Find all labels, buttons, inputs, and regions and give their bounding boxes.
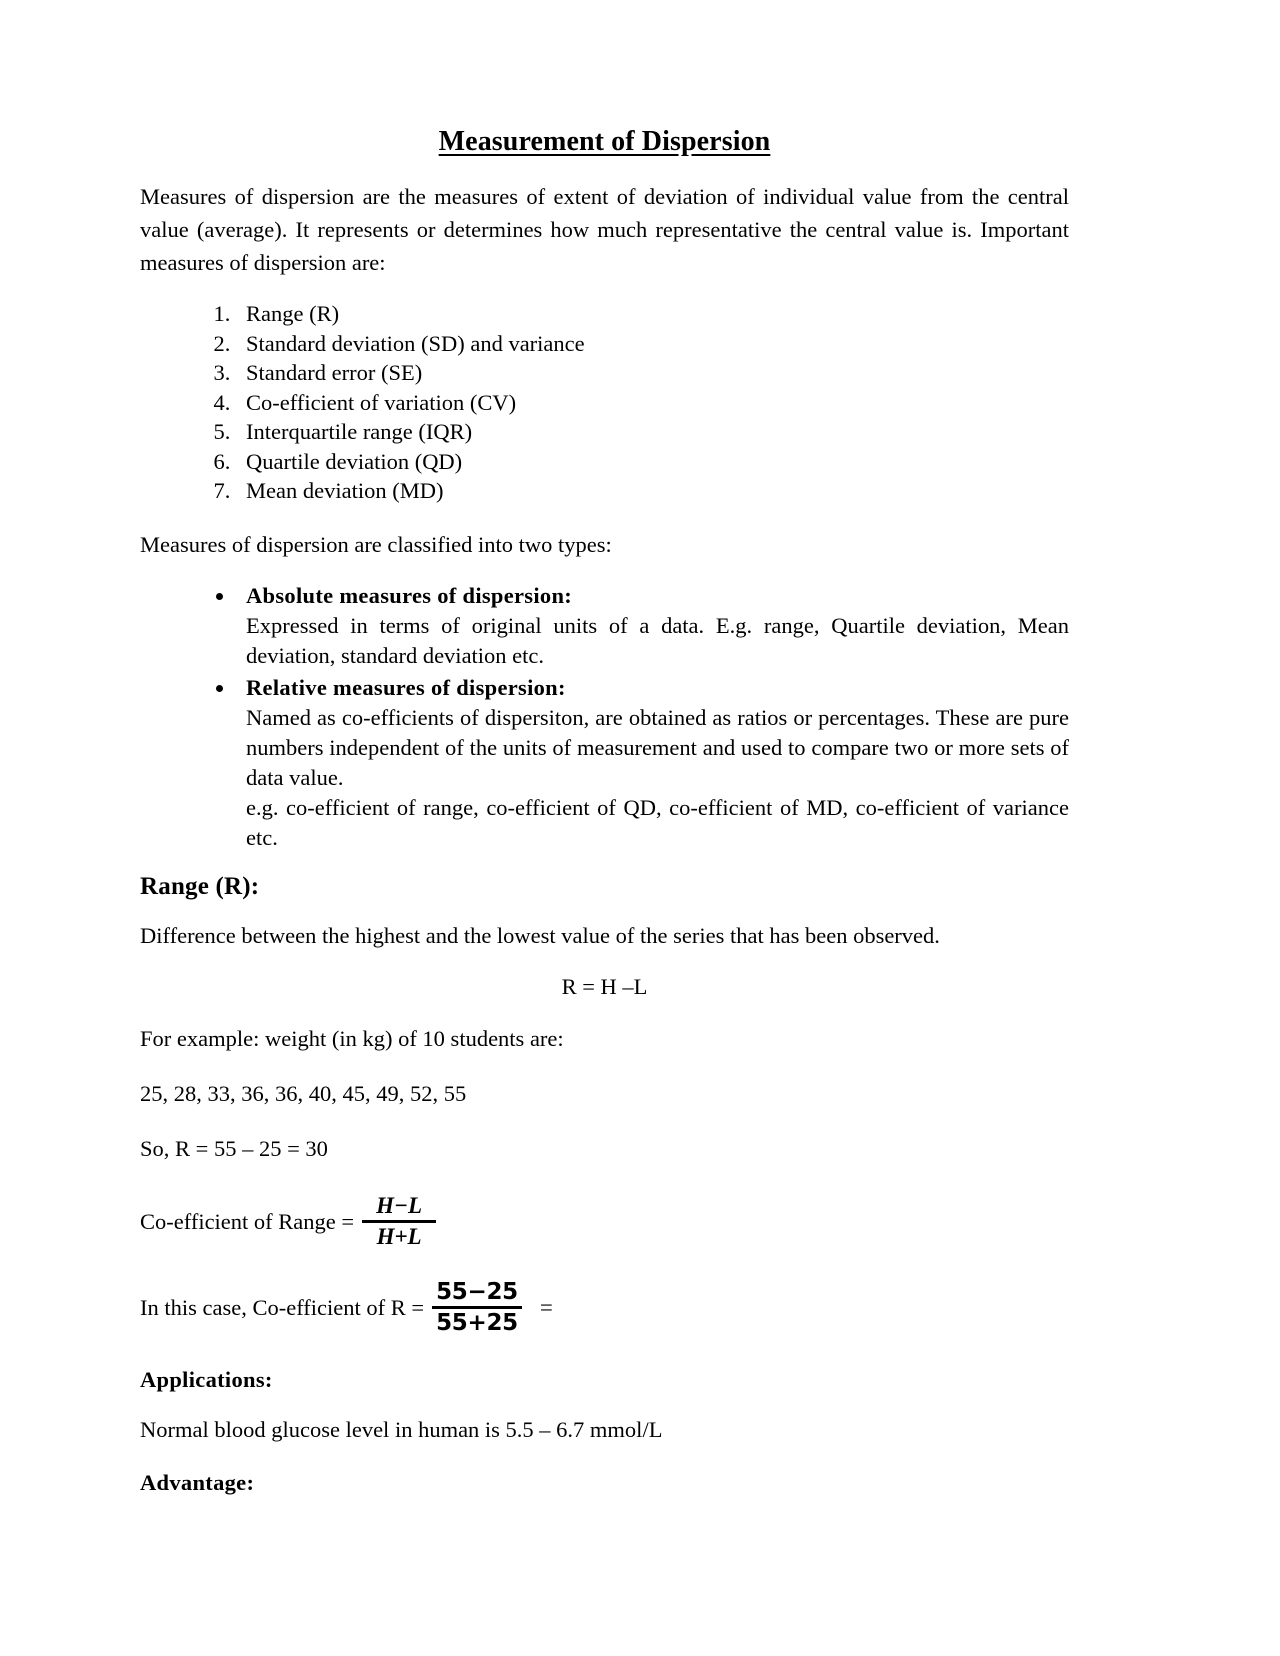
list-item: 1. Range (R) [236, 299, 1069, 329]
coefficient-of-r-calculation [140, 1273, 1069, 1343]
advantage-heading: Advantage: [140, 1469, 255, 1495]
coefficient-of-range-fraction [362, 1194, 436, 1249]
classification-lead: Measures of dispersion are classified into two types: [140, 531, 612, 557]
measures-numbered-list [140, 299, 1069, 506]
list-item: 4. Co-efficient of variation (CV) [236, 388, 1069, 418]
range-definition: Difference between the highest and the lowest value of the series that has been observed. [140, 922, 940, 948]
applications-heading: Applications: [140, 1366, 273, 1392]
applications-text: Normal blood glucose level in human is 5.5 – 6.7 mmol/L [140, 1416, 663, 1442]
coefficient-of-r-label: In this case, Co-efficient of R = [140, 1294, 425, 1320]
intro-paragraph: Measures of dispersion are the measures of extent of deviation of individual value from the central value (average). It represents or determines how much representative the central value is. Important measures of dispersion are: [140, 184, 1069, 275]
bullet-body-example: e.g. co-efficient of range, co-efficient of QD, co-efficient of MD, co-efficient of variance etc. [246, 794, 1069, 850]
fraction-denominator: 55+25 [436, 1310, 518, 1336]
trailing-equals-sign: = [539, 1294, 553, 1320]
list-item-absolute-measures [236, 581, 1069, 671]
list-item: 5. Interquartile range (IQR) [236, 417, 1069, 447]
page-title: Measurement of Dispersion [438, 126, 771, 157]
list-item: 3. Standard error (SE) [236, 358, 1069, 388]
list-item: 7. Mean deviation (MD) [236, 476, 1069, 506]
coefficient-of-range-formula [140, 1187, 1069, 1257]
bullet-body: Named as co-efficients of dispersiton, are obtained as ratios or percentages. These are pure numbers independent of the units of measurement and used to compare two or more sets of data value. [246, 704, 1069, 790]
bullet-heading: • Absolute measures of dispersion: [246, 582, 573, 608]
fraction-numerator: H−L [376, 1192, 423, 1218]
example-result: So, R = 55 – 25 = 30 [140, 1135, 328, 1161]
coefficient-of-r-fraction [432, 1280, 522, 1335]
fraction-numerator: 55−25 [436, 1278, 518, 1305]
bullet-body: Expressed in terms of original units of a data. E.g. range, Quartile deviation, Mean deviation, standard deviation etc. [246, 612, 1069, 668]
example-values: 25, 28, 33, 36, 36, 40, 45, 49, 52, 55 [140, 1080, 467, 1106]
list-item: 6. Quartile deviation (QD) [236, 447, 1069, 477]
list-item-relative-measures [236, 673, 1069, 853]
dispersion-types-list [140, 581, 1069, 853]
fraction-denominator: H+L [376, 1224, 422, 1249]
coefficient-of-range-label: Co-efficient of Range = [140, 1208, 355, 1234]
example-lead: For example: weight (in kg) of 10 students are: [140, 1025, 564, 1051]
fraction-bar [432, 1306, 522, 1309]
list-item: 2. Standard deviation (SD) and variance [236, 329, 1069, 359]
fraction-bar [362, 1220, 436, 1223]
range-formula: R = H –L [561, 973, 648, 999]
bullet-heading: • Relative measures of dispersion: [246, 674, 566, 700]
range-section-heading: Range (R): [140, 872, 260, 900]
